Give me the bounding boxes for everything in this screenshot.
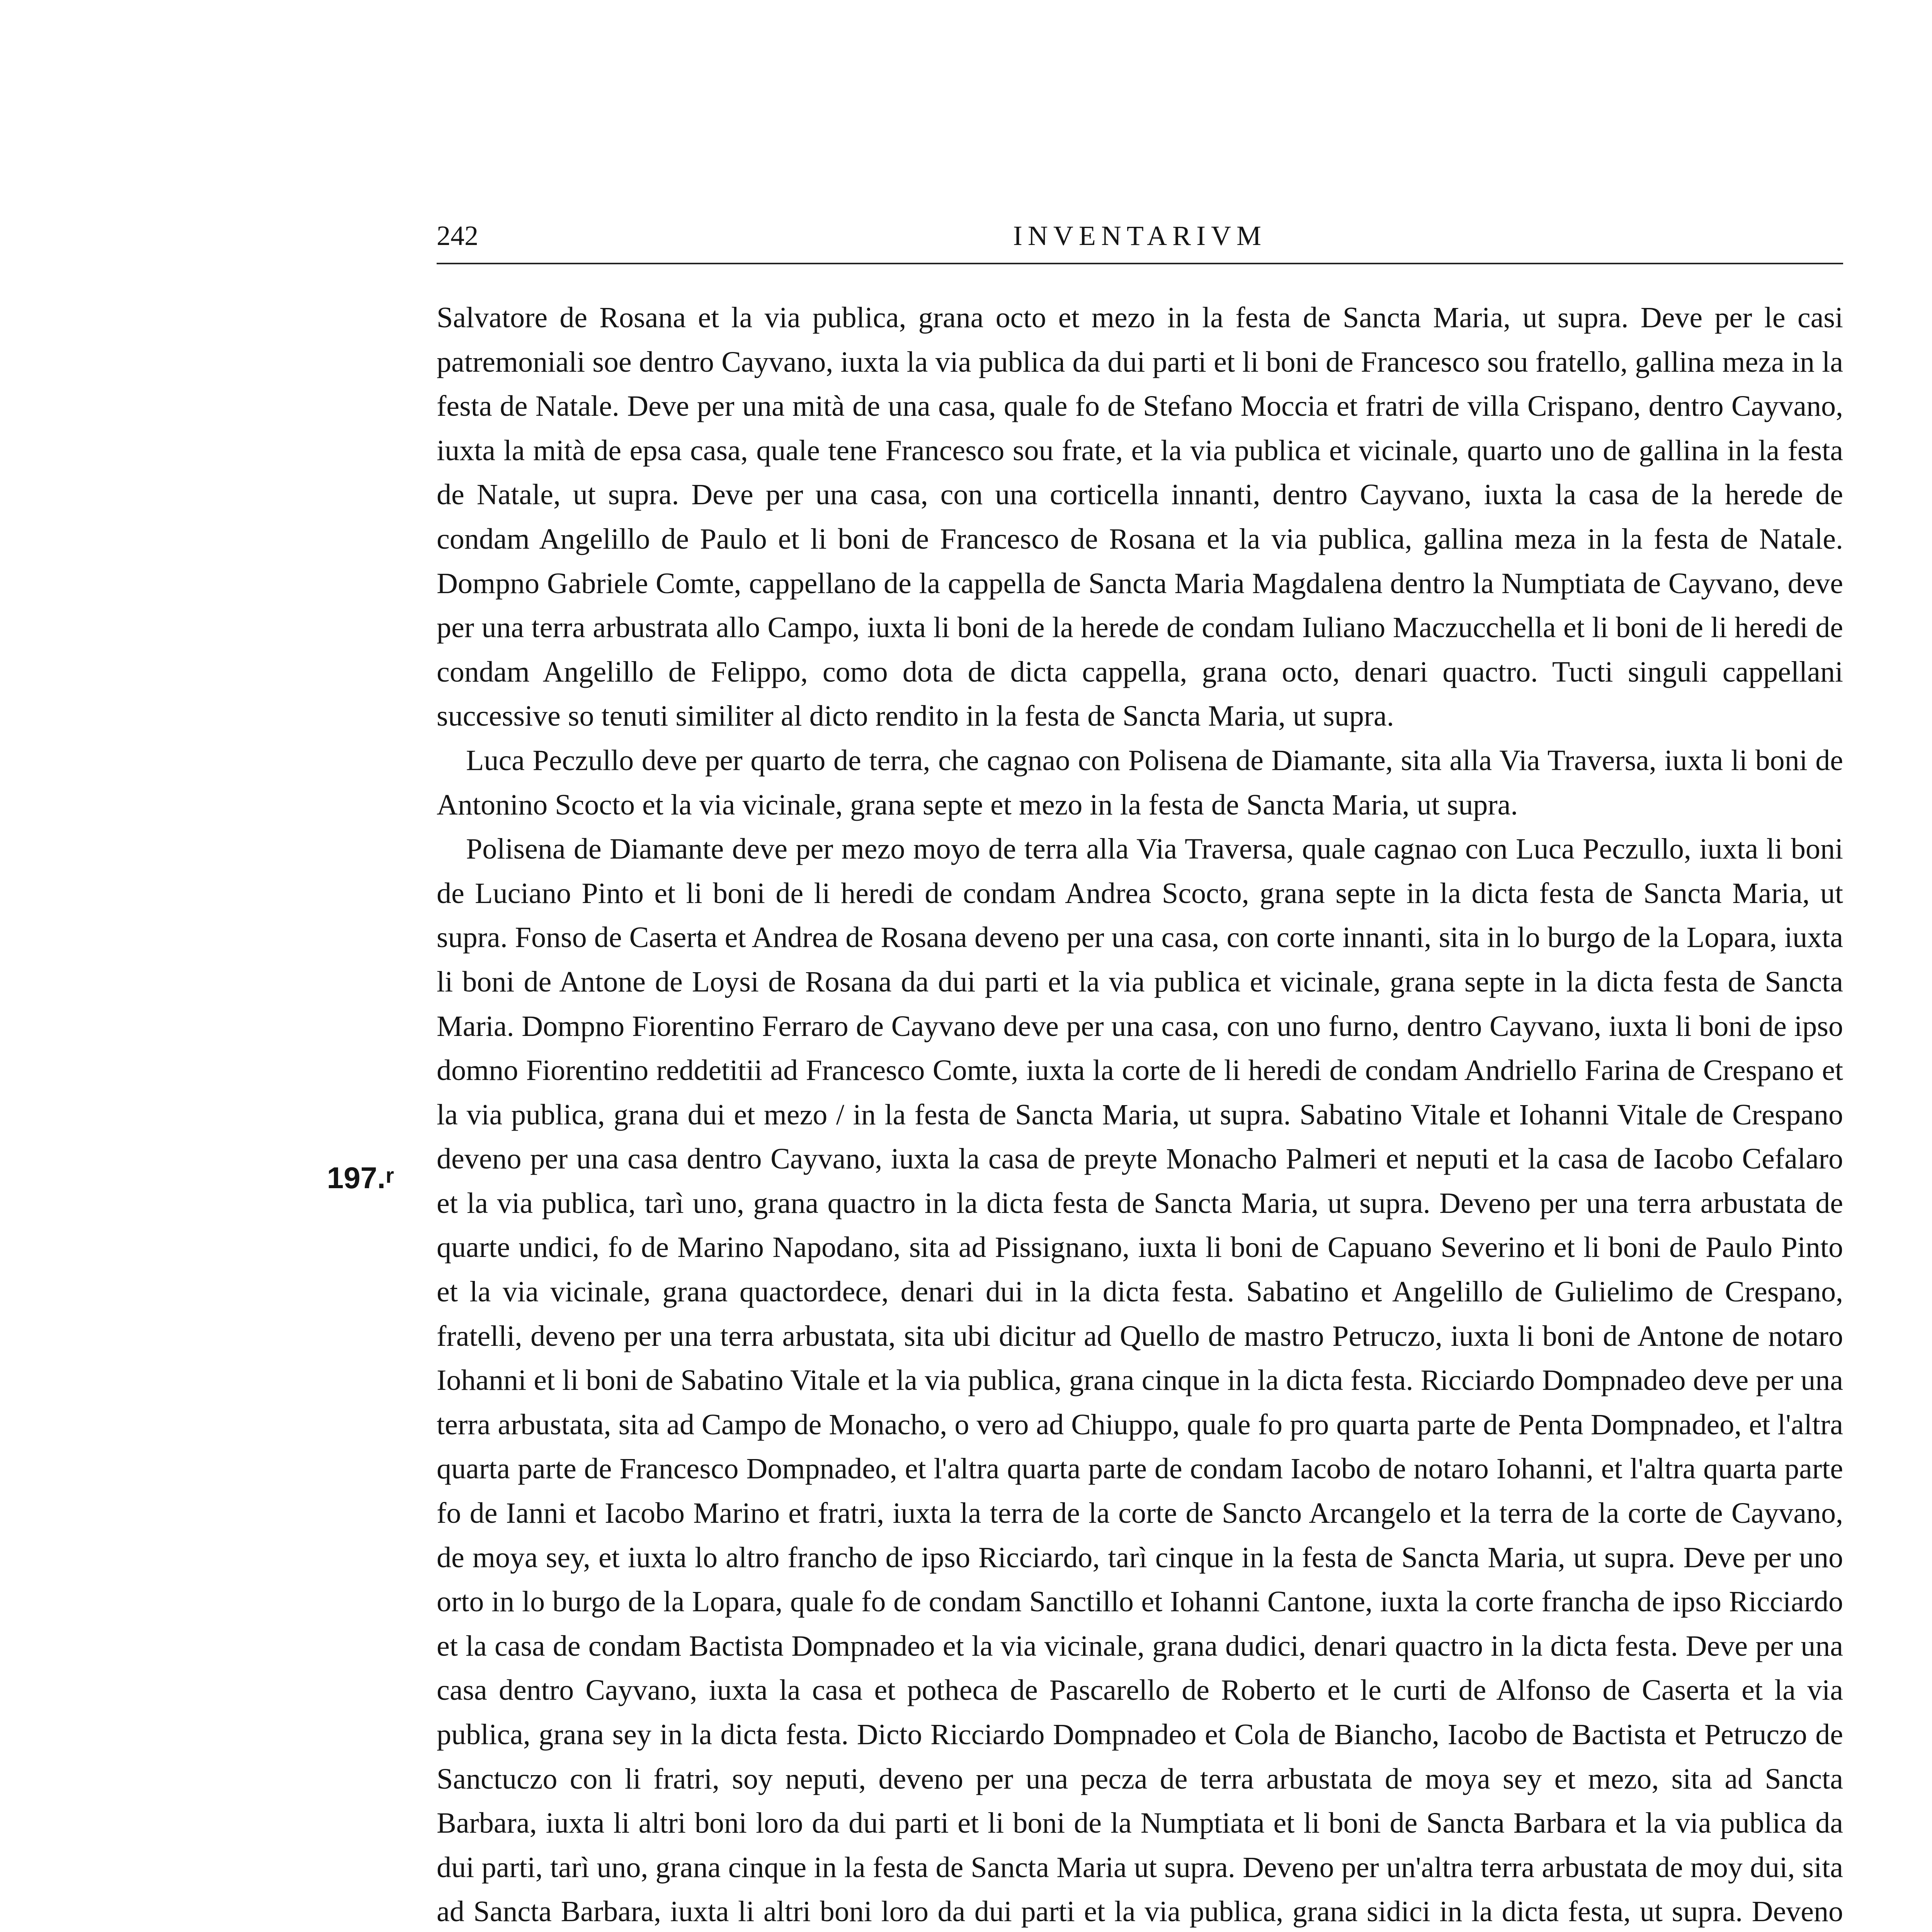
running-head: INVENTARIVM <box>1013 220 1267 251</box>
paragraph: Luca Peczullo deve per quarto de terra, che cagnao con Polisena de Diamante, sita alla Via Traversa, iuxta li boni de Antonino Scocto et la via vicinale, grana septe et mezo in la festa de Sancta Maria, ut supra. <box>437 744 1843 821</box>
paragraph: Polisena de Diamante deve per mezo moyo de terra alla Via Traversa, quale cagnao con Luca Peczullo, iuxta li boni de Luciano Pinto et li boni de li heredi de condam Andrea Scocto, grana septe in la dicta festa de Sancta Maria, ut supra. Fonso de Caserta et Andrea de Rosana deveno per una casa, con corte innanti, sita in lo burgo de la Lopara, iuxta li boni de Antone de Loysi de Rosana da dui parti et la via publica et vicinale, grana septe in la dicta festa de Sancta Maria. Dompno Fiorentino Ferraro de Cayvano deve per una casa, con uno furno, dentro Cayvano, iuxta li boni de ipso domno Fiorentino reddetitii ad Francesco Comte, iuxta la corte de li heredi de condam Andriello Farina de Crespano et la via publica, grana dui et mezo / in la festa de Sancta Maria, ut supra. Sabatino Vitale et Iohanni Vitale de Crespano deveno per una casa dentro Cayvano, iuxta la casa de preyte Monacho Palmeri et neputi et la casa de Iacobo Cefalaro et la via publica, tarì uno, grana quactro in la dicta festa de Sancta Maria, ut supra. Deveno per una terra arbustata de quarte undici, fo de Marino Napodano, sita ad Pissignano, iuxta li boni de Capuano Severino et li boni de Paulo Pinto et la via vicinale, grana quactordece, denari dui in la dicta festa. Sabatino et Angelillo de Gulielimo de Crespano, fratelli, deveno per una terra arbustata, sita ubi dicitur ad Quello de mastro Petruczo, iuxta li boni de Antone de notaro Iohanni et li boni de Sabatino Vitale et la via publica, grana cinque in la dicta festa. Ricciardo Dompnadeo deve per una terra arbustata, sita ad Campo de Monacho, o vero ad Chiuppo, quale fo pro quarta parte de Penta Dompnadeo, et l'altra quarta parte de Francesco Dompnadeo, et l'altra quarta parte de condam Iacobo de notaro Iohanni, et l'altra quarta parte fo de Ianni et Iacobo Marino et fratri, iuxta la terra de la corte de Sancto Arcangelo et la terra de la corte de Cayvano, de moya sey, et iuxta lo altro francho de ipso Ricciardo, tarì cinque in la festa de Sancta Maria, ut supra. Deve per uno orto in lo burgo de la Lopara, quale fo de condam Sanctillo et Iohanni Cantone, iuxta la corte francha de ipso Ricciardo et la casa de condam Bactista Dompnadeo et la via vicinale, grana dudici, denari quactro in la dicta festa. Deve per una casa dentro Cayvano, iuxta la casa et potheca de Pascarello de Roberto et le curti de Alfonso de Caserta et la via publica, grana sey in la dicta festa. Dicto Ricciardo Dompnadeo et Cola de Biancho, Iacobo de Bactista et Petruczo de Sanctuczo con li fratri, soy neputi, deveno per una pecza de terra arbustata de moya sey et mezo, sita ad Sancta Barbara, iuxta li altri boni loro da dui parti et li boni de la Numptiata et li boni de Sancta Barbara et la via publica da dui parti, tarì uno, grana cinque in la festa de Sancta Maria ut supra. Deveno per un'altra terra arbustata de moy dui, sita ad Sancta Barbara, iuxta li altri boni loro da dui parti et la via publica, grana sidici in la dicta festa, ut supra. Deveno <box>437 833 1843 1928</box>
page-number: 242 <box>437 220 478 251</box>
page-header <box>437 216 1843 264</box>
folio-side: r <box>385 1163 394 1187</box>
marginal-folio-note <box>327 1156 394 1197</box>
body-text <box>437 296 1843 1932</box>
paragraph: Salvatore de Rosana et la via publica, grana octo et mezo in la festa de Sancta Maria, ut supra. Deve per le casi patremoniali soe dentro Cayvano, iuxta la via publica da dui parti et li boni de Francesco sou fratello, gallina meza in la festa de Natale. Deve per una mità de una casa, quale fo de Stefano Moccia et fratri de villa Crispano, dentro Cayvano, iuxta la mità de epsa casa, quale tene Francesco sou frate, et la via publica et vicinale, quarto uno de gallina in la festa de Natale, ut supra. Deve per una casa, con una corticella innanti, dentro Cayvano, iuxta la casa de la herede de condam Angelillo de Paulo et li boni de Francesco de Rosana et la via publica, gallina meza in la festa de Natale. Dompno Gabriele Comte, cappellano de la cappella de Sancta Maria Magdalena dentro la Numptiata de Cayvano, deve per una terra arbustrata allo Campo, iuxta li boni de la herede de condam Iuliano Maczucchella et li boni de li heredi de condam Angelillo de Felippo, como dota de dicta cappella, grana octo, denari quactro. Tucti singuli cappellani successive so tenuti similiter al dicto rendito in la festa de Sancta Maria, ut supra. <box>437 301 1843 733</box>
folio-number: 197. <box>327 1161 386 1195</box>
